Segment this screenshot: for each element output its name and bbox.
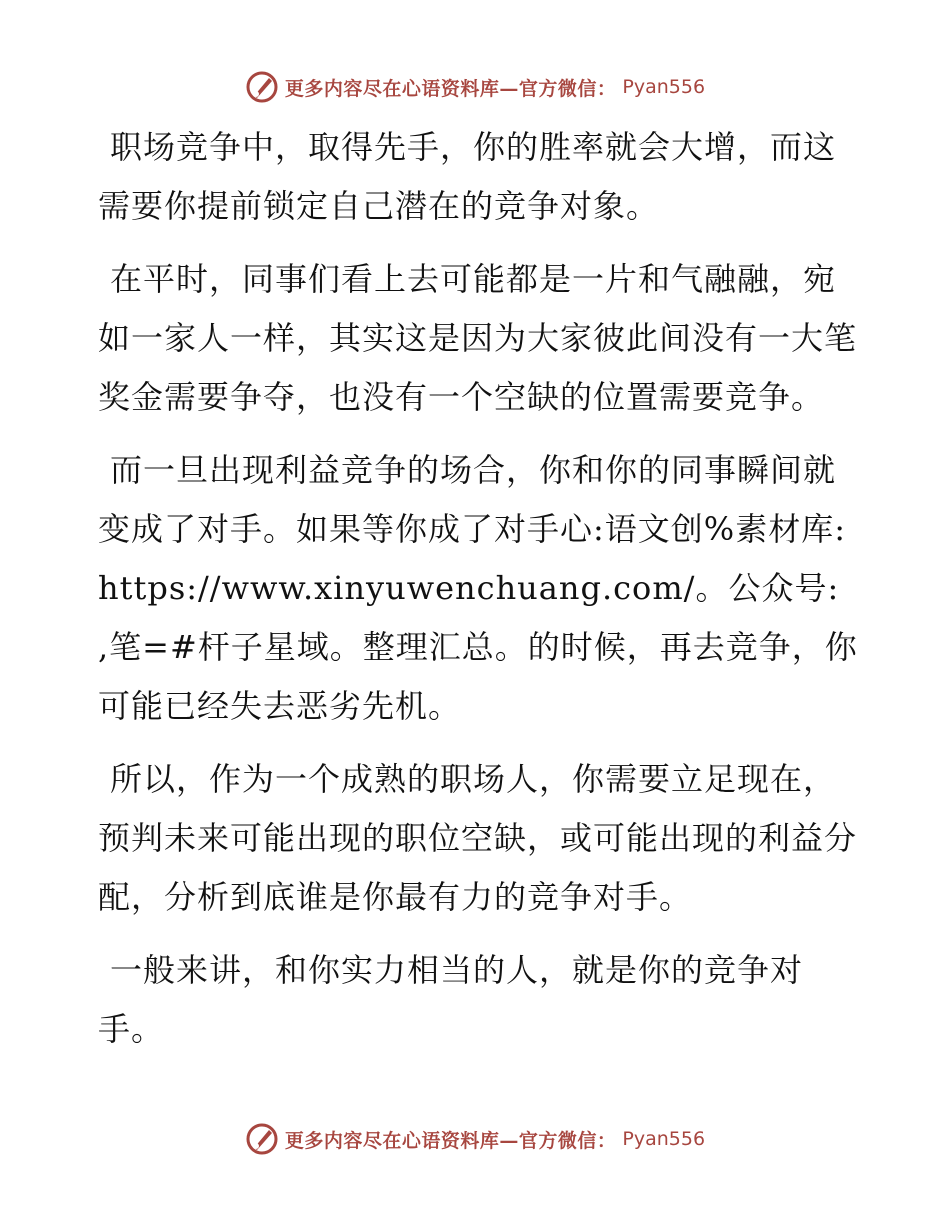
footer-banner-wechat-id: Pyan556 — [622, 1128, 706, 1150]
paragraph-2: 在平时，同事们看上去可能都是一片和气融融，宛如一家人一样，其实这是因为大家彼此间没有一大笔奖金需要争夺，也没有一个空缺的位置需要竞争。 — [98, 260, 858, 416]
header-banner-wechat-id: Pyan556 — [622, 76, 706, 98]
header-banner — [0, 70, 950, 104]
quill-logo-icon — [245, 70, 279, 104]
footer-banner — [0, 1122, 950, 1156]
paragraph-4: 所以，作为一个成熟的职场人，你需要立足现在，预判未来可能出现的职位空缺，或可能出现的利益分配，分析到底谁是你最有力的竞争对手。 — [98, 760, 858, 916]
quill-logo-icon — [245, 1122, 279, 1156]
header-banner-text: 更多内容尽在心语资料库—官方微信： — [284, 77, 617, 100]
article-body — [98, 118, 858, 1073]
paragraph-3: 而一旦出现利益竞争的场合，你和你的同事瞬间就变成了对手。如果等你成了对手心:语文创%素材库: https://www.xinyuwenchuang.com/。公众号: ,笔=#杆子星域。整理汇总。的时候，再去竞争，你可能已经失去恶劣先机。 — [98, 451, 858, 725]
footer-banner-text: 更多内容尽在心语资料库—官方微信： — [284, 1129, 617, 1152]
paragraph-5: 一般来讲，和你实力相当的人，就是你的竞争对手。 — [98, 951, 804, 1048]
paragraph-1: 职场竞争中，取得先手，你的胜率就会大增，而这需要你提前锁定自己潜在的竞争对象。 — [98, 128, 837, 225]
